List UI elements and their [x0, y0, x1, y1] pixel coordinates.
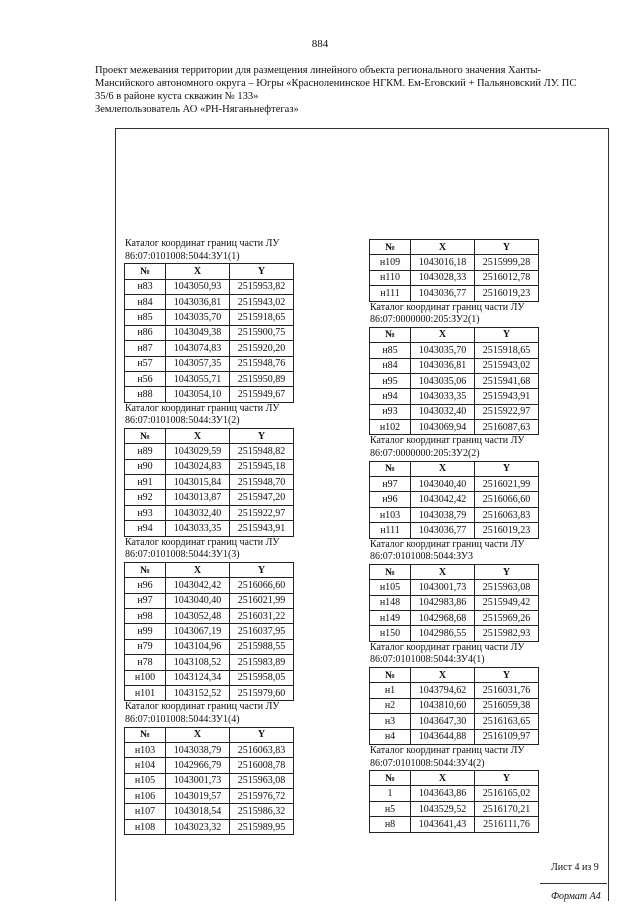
catalog-caption: Каталог координат границ части ЛУ	[125, 701, 280, 713]
x-coordinate-cell: 1043001,73	[166, 773, 230, 788]
x-coordinate-cell: 1043001,73	[411, 580, 475, 595]
table-row	[370, 698, 539, 713]
point-id-cell: н108	[125, 819, 166, 834]
table-row	[125, 578, 294, 593]
header-line-3: 35/6 в районе куста скважин № 133»	[95, 91, 259, 102]
x-coordinate-cell: 1043028,33	[411, 270, 475, 285]
y-coordinate-cell: 2515953,82	[230, 279, 294, 294]
y-coordinate-cell: 2516063,83	[475, 507, 539, 522]
point-id-cell: н101	[125, 685, 166, 700]
y-coordinate-cell: 2516063,83	[230, 742, 294, 757]
point-id-cell: н107	[125, 804, 166, 819]
column-header-x: X	[166, 727, 230, 742]
point-id-cell: н148	[370, 595, 411, 610]
table-row	[125, 356, 294, 371]
table-row	[125, 475, 294, 490]
table-header-row	[370, 564, 539, 579]
point-id-cell: н103	[370, 507, 411, 522]
y-coordinate-cell: 2516037,95	[230, 624, 294, 639]
point-id-cell: н110	[370, 270, 411, 285]
column-header-y: Y	[475, 667, 539, 682]
y-coordinate-cell: 2516087,63	[475, 420, 539, 435]
coordinate-catalog	[123, 537, 355, 702]
coordinate-catalog	[368, 302, 598, 436]
point-id-cell: н89	[125, 444, 166, 459]
table-row	[125, 624, 294, 639]
y-coordinate-cell: 2515949,67	[230, 387, 294, 402]
point-id-cell: н94	[125, 521, 166, 536]
coordinate-table	[369, 667, 539, 745]
header-line-4: Землепользователь АО «РН-Няганьнефтегаз»	[95, 104, 299, 115]
column-header-y: Y	[230, 727, 294, 742]
table-row	[125, 279, 294, 294]
table-row	[370, 683, 539, 698]
column-header-x: X	[411, 240, 475, 255]
y-coordinate-cell: 2515948,76	[230, 356, 294, 371]
coordinate-catalog	[123, 238, 355, 403]
y-coordinate-cell: 2515999,28	[475, 255, 539, 270]
table-row	[125, 310, 294, 325]
column-header-x: X	[166, 428, 230, 443]
table-row	[370, 714, 539, 729]
table-header-row	[370, 771, 539, 786]
column-header-y: Y	[475, 564, 539, 579]
table-row	[370, 626, 539, 641]
column-header-y: Y	[230, 264, 294, 279]
point-id-cell: н83	[125, 279, 166, 294]
x-coordinate-cell: 1042986,55	[411, 626, 475, 641]
table-row	[125, 670, 294, 685]
right-column	[368, 239, 598, 833]
y-coordinate-cell: 2516021,99	[475, 477, 539, 492]
point-id-cell: н92	[125, 490, 166, 505]
point-id-cell: н88	[125, 387, 166, 402]
table-row	[370, 477, 539, 492]
catalog-caption: Каталог координат границ части ЛУ	[370, 641, 525, 653]
column-header-x: X	[411, 771, 475, 786]
x-coordinate-cell: 1043641,43	[411, 817, 475, 832]
y-coordinate-cell: 2516031,22	[230, 608, 294, 623]
y-coordinate-cell: 2516111,76	[475, 817, 539, 832]
table-row	[125, 459, 294, 474]
point-id-cell: н100	[125, 670, 166, 685]
table-row	[125, 758, 294, 773]
point-id-cell: н87	[125, 341, 166, 356]
header-line-2: Мансийского автономного округа – Югры «Красноленинское НГКМ. Ем-Еговский + Пальяновский ЛУ. ПС	[95, 78, 577, 89]
table-row	[370, 270, 539, 285]
table-row	[370, 523, 539, 538]
x-coordinate-cell: 1042968,68	[411, 610, 475, 625]
x-coordinate-cell: 1043023,32	[166, 819, 230, 834]
y-coordinate-cell: 2515958,05	[230, 670, 294, 685]
x-coordinate-cell: 1043054,10	[166, 387, 230, 402]
coordinate-catalog	[368, 642, 598, 745]
y-coordinate-cell: 2515918,65	[230, 310, 294, 325]
x-coordinate-cell: 1043038,79	[166, 742, 230, 757]
y-coordinate-cell: 2516066,60	[475, 492, 539, 507]
y-coordinate-cell: 2516012,78	[475, 270, 539, 285]
column-header-n: №	[370, 240, 411, 255]
x-coordinate-cell: 1043152,52	[166, 685, 230, 700]
y-coordinate-cell: 2515943,02	[230, 294, 294, 309]
table-row	[370, 255, 539, 270]
table-header-row	[125, 727, 294, 742]
column-header-n: №	[125, 428, 166, 443]
x-coordinate-cell: 1043024,83	[166, 459, 230, 474]
point-id-cell: н104	[125, 758, 166, 773]
point-id-cell: н96	[125, 578, 166, 593]
table-row	[125, 521, 294, 536]
table-row	[370, 492, 539, 507]
table-row	[125, 773, 294, 788]
footer-divider	[540, 883, 607, 884]
y-coordinate-cell: 2515943,91	[475, 389, 539, 404]
x-coordinate-cell: 1043067,19	[166, 624, 230, 639]
point-id-cell: н95	[370, 373, 411, 388]
x-coordinate-cell: 1043057,35	[166, 356, 230, 371]
point-id-cell: н94	[370, 389, 411, 404]
table-row	[125, 804, 294, 819]
x-coordinate-cell: 1043794,62	[411, 683, 475, 698]
column-header-x: X	[166, 264, 230, 279]
column-header-y: Y	[475, 771, 539, 786]
table-row	[125, 655, 294, 670]
point-id-cell: н93	[370, 404, 411, 419]
point-id-cell: н96	[370, 492, 411, 507]
column-header-n: №	[370, 564, 411, 579]
table-header-row	[125, 562, 294, 577]
column-header-n: №	[125, 562, 166, 577]
x-coordinate-cell: 1043035,70	[166, 310, 230, 325]
sheet-number: Лист 4 из 9	[551, 862, 599, 873]
x-coordinate-cell: 1043032,40	[411, 404, 475, 419]
point-id-cell: н111	[370, 523, 411, 538]
x-coordinate-cell: 1043049,38	[166, 325, 230, 340]
coordinate-catalog	[368, 745, 598, 833]
point-id-cell: н98	[125, 608, 166, 623]
y-coordinate-cell: 2516163,65	[475, 714, 539, 729]
point-id-cell: н91	[125, 475, 166, 490]
table-row	[125, 639, 294, 654]
table-header-row	[125, 264, 294, 279]
table-row	[125, 685, 294, 700]
y-coordinate-cell: 2515950,89	[230, 371, 294, 386]
y-coordinate-cell: 2515963,08	[230, 773, 294, 788]
catalog-cadastral-number: 86:07:0101008:5044:ЗУ4(1)	[370, 654, 485, 666]
x-coordinate-cell: 1043810,60	[411, 698, 475, 713]
y-coordinate-cell: 2516170,21	[475, 801, 539, 816]
header-line-1: Проект межевания территории для размещения линейного объекта регионального значения Ханты-	[95, 65, 542, 76]
point-id-cell: н84	[125, 294, 166, 309]
catalog-cadastral-number: 86:07:0101008:5044:ЗУ1(3)	[125, 549, 240, 561]
table-row	[125, 294, 294, 309]
x-coordinate-cell: 1043036,81	[411, 358, 475, 373]
coordinate-table	[124, 428, 294, 537]
x-coordinate-cell: 1043032,40	[166, 505, 230, 520]
coordinate-table	[369, 461, 539, 539]
y-coordinate-cell: 2515943,91	[230, 521, 294, 536]
y-coordinate-cell: 2516008,78	[230, 758, 294, 773]
x-coordinate-cell: 1043069,94	[411, 420, 475, 435]
y-coordinate-cell: 2515979,60	[230, 685, 294, 700]
point-id-cell: н57	[125, 356, 166, 371]
point-id-cell: н105	[125, 773, 166, 788]
left-column	[123, 238, 355, 835]
point-id-cell: н79	[125, 639, 166, 654]
x-coordinate-cell: 1043040,40	[166, 593, 230, 608]
table-row	[370, 389, 539, 404]
table-header-row	[370, 667, 539, 682]
coordinate-catalog	[123, 701, 355, 835]
y-coordinate-cell: 2515986,32	[230, 804, 294, 819]
column-header-n: №	[125, 264, 166, 279]
column-header-n: №	[370, 667, 411, 682]
coordinate-table	[124, 727, 294, 836]
table-row	[370, 786, 539, 801]
x-coordinate-cell: 1043040,40	[411, 477, 475, 492]
table-row	[370, 610, 539, 625]
catalog-cadastral-number: 86:07:0101008:5044:ЗУ1(1)	[125, 250, 240, 262]
point-id-cell: н86	[125, 325, 166, 340]
point-id-cell: н149	[370, 610, 411, 625]
x-coordinate-cell: 1043647,30	[411, 714, 475, 729]
y-coordinate-cell: 2516021,99	[230, 593, 294, 608]
table-row	[125, 325, 294, 340]
x-coordinate-cell: 1043042,42	[411, 492, 475, 507]
x-coordinate-cell: 1043013,87	[166, 490, 230, 505]
table-row	[125, 742, 294, 757]
table-header-row	[370, 461, 539, 476]
coordinate-table	[369, 239, 539, 302]
table-row	[370, 801, 539, 816]
coordinate-table	[369, 564, 539, 642]
y-coordinate-cell: 2515982,93	[475, 626, 539, 641]
point-id-cell: н56	[125, 371, 166, 386]
y-coordinate-cell: 2515900,75	[230, 325, 294, 340]
table-row	[370, 343, 539, 358]
column-header-y: Y	[475, 461, 539, 476]
x-coordinate-cell: 1043035,06	[411, 373, 475, 388]
x-coordinate-cell: 1043036,77	[411, 523, 475, 538]
coordinate-catalog	[123, 403, 355, 537]
column-header-x: X	[411, 327, 475, 342]
column-header-x: X	[411, 461, 475, 476]
x-coordinate-cell: 1043036,81	[166, 294, 230, 309]
point-id-cell: н105	[370, 580, 411, 595]
y-coordinate-cell: 2515922,97	[230, 505, 294, 520]
y-coordinate-cell: 2516019,23	[475, 523, 539, 538]
column-header-y: Y	[475, 327, 539, 342]
column-header-x: X	[411, 564, 475, 579]
y-coordinate-cell: 2515949,42	[475, 595, 539, 610]
table-row	[125, 341, 294, 356]
point-id-cell: н1	[370, 683, 411, 698]
x-coordinate-cell: 1043124,34	[166, 670, 230, 685]
point-id-cell: н4	[370, 729, 411, 744]
column-header-n: №	[125, 727, 166, 742]
point-id-cell: н103	[125, 742, 166, 757]
y-coordinate-cell: 2515943,02	[475, 358, 539, 373]
y-coordinate-cell: 2516066,60	[230, 578, 294, 593]
x-coordinate-cell: 1043038,79	[411, 507, 475, 522]
point-id-cell: н97	[370, 477, 411, 492]
table-row	[370, 595, 539, 610]
coordinate-table	[124, 263, 294, 403]
paper-format: Формат А4	[551, 891, 601, 902]
y-coordinate-cell: 2516165,02	[475, 786, 539, 801]
catalog-cadastral-number: 86:07:0000000:205:ЗУ2(2)	[370, 448, 480, 460]
y-coordinate-cell: 2515948,82	[230, 444, 294, 459]
y-coordinate-cell: 2515989,95	[230, 819, 294, 834]
column-header-n: №	[370, 771, 411, 786]
point-id-cell: н150	[370, 626, 411, 641]
column-header-y: Y	[230, 428, 294, 443]
coordinate-catalog	[368, 435, 598, 538]
catalog-cadastral-number: 86:07:0101008:5044:ЗУ1(4)	[125, 713, 240, 725]
x-coordinate-cell: 1043042,42	[166, 578, 230, 593]
point-id-cell: н93	[125, 505, 166, 520]
y-coordinate-cell: 2515918,65	[475, 343, 539, 358]
x-coordinate-cell: 1043016,18	[411, 255, 475, 270]
y-coordinate-cell: 2515983,89	[230, 655, 294, 670]
table-row	[125, 819, 294, 834]
coordinate-table	[369, 327, 539, 436]
point-id-cell: н106	[125, 789, 166, 804]
point-id-cell: н102	[370, 420, 411, 435]
catalog-caption: Каталог координат границ части ЛУ	[370, 744, 525, 756]
page-number: 884	[311, 38, 329, 50]
x-coordinate-cell: 1043019,57	[166, 789, 230, 804]
coordinate-catalog	[368, 239, 598, 302]
column-header-x: X	[166, 562, 230, 577]
catalog-caption: Каталог координат границ части ЛУ	[370, 435, 525, 447]
table-row	[370, 507, 539, 522]
x-coordinate-cell: 1042983,86	[411, 595, 475, 610]
table-row	[370, 286, 539, 301]
table-row	[370, 420, 539, 435]
table-header-row	[125, 428, 294, 443]
point-id-cell: н90	[125, 459, 166, 474]
catalog-caption: Каталог координат границ части ЛУ	[125, 402, 280, 414]
point-id-cell: н111	[370, 286, 411, 301]
catalog-cadastral-number: 86:07:0101008:5044:ЗУ3	[370, 551, 473, 563]
table-row	[125, 593, 294, 608]
x-coordinate-cell: 1043035,70	[411, 343, 475, 358]
table-row	[370, 729, 539, 744]
y-coordinate-cell: 2516019,23	[475, 286, 539, 301]
document-header	[95, 64, 615, 116]
table-row	[125, 490, 294, 505]
x-coordinate-cell: 1043529,52	[411, 801, 475, 816]
column-header-n: №	[370, 461, 411, 476]
y-coordinate-cell: 2516109,97	[475, 729, 539, 744]
x-coordinate-cell: 1043055,71	[166, 371, 230, 386]
table-header-row	[370, 327, 539, 342]
point-id-cell: н78	[125, 655, 166, 670]
table-row	[370, 580, 539, 595]
point-id-cell: н85	[370, 343, 411, 358]
table-row	[370, 358, 539, 373]
y-coordinate-cell: 2515941,68	[475, 373, 539, 388]
catalog-cadastral-number: 86:07:0101008:5044:ЗУ4(2)	[370, 757, 485, 769]
table-row	[125, 444, 294, 459]
coordinate-catalog	[368, 539, 598, 642]
x-coordinate-cell: 1043108,52	[166, 655, 230, 670]
y-coordinate-cell: 2515945,18	[230, 459, 294, 474]
y-coordinate-cell: 2515947,20	[230, 490, 294, 505]
column-header-y: Y	[230, 562, 294, 577]
catalog-cadastral-number: 86:07:0101008:5044:ЗУ1(2)	[125, 415, 240, 427]
y-coordinate-cell: 2516059,38	[475, 698, 539, 713]
x-coordinate-cell: 1043033,35	[411, 389, 475, 404]
table-row	[370, 373, 539, 388]
x-coordinate-cell: 1043643,86	[411, 786, 475, 801]
catalog-caption: Каталог координат границ части ЛУ	[370, 538, 525, 550]
point-id-cell: н99	[125, 624, 166, 639]
x-coordinate-cell: 1043029,59	[166, 444, 230, 459]
catalog-caption: Каталог координат границ части ЛУ	[125, 536, 280, 548]
x-coordinate-cell: 1043018,54	[166, 804, 230, 819]
point-id-cell: н8	[370, 817, 411, 832]
coordinate-table	[124, 562, 294, 702]
x-coordinate-cell: 1043074,83	[166, 341, 230, 356]
table-row	[370, 404, 539, 419]
coordinate-table	[369, 770, 539, 833]
x-coordinate-cell: 1043644,88	[411, 729, 475, 744]
catalog-cadastral-number: 86:07:0000000:205:ЗУ2(1)	[370, 314, 480, 326]
table-row	[125, 789, 294, 804]
point-id-cell: н3	[370, 714, 411, 729]
table-row	[125, 387, 294, 402]
column-header-x: X	[411, 667, 475, 682]
x-coordinate-cell: 1043033,35	[166, 521, 230, 536]
y-coordinate-cell: 2515922,97	[475, 404, 539, 419]
table-row	[370, 817, 539, 832]
y-coordinate-cell: 2515988,55	[230, 639, 294, 654]
y-coordinate-cell: 2515976,72	[230, 789, 294, 804]
catalog-caption: Каталог координат границ части ЛУ	[125, 238, 280, 249]
y-coordinate-cell: 2516031,76	[475, 683, 539, 698]
table-row	[125, 371, 294, 386]
column-header-y: Y	[475, 240, 539, 255]
y-coordinate-cell: 2515969,26	[475, 610, 539, 625]
point-id-cell: н85	[125, 310, 166, 325]
table-row	[125, 608, 294, 623]
point-id-cell: н84	[370, 358, 411, 373]
x-coordinate-cell: 1043015,84	[166, 475, 230, 490]
catalog-caption: Каталог координат границ части ЛУ	[370, 301, 525, 313]
x-coordinate-cell: 1043050,93	[166, 279, 230, 294]
x-coordinate-cell: 1042966,79	[166, 758, 230, 773]
x-coordinate-cell: 1043104,96	[166, 639, 230, 654]
point-id-cell: 1	[370, 786, 411, 801]
table-row	[125, 505, 294, 520]
y-coordinate-cell: 2515948,70	[230, 475, 294, 490]
point-id-cell: н97	[125, 593, 166, 608]
table-header-row	[370, 240, 539, 255]
y-coordinate-cell: 2515963,08	[475, 580, 539, 595]
column-header-n: №	[370, 327, 411, 342]
x-coordinate-cell: 1043036,77	[411, 286, 475, 301]
point-id-cell: н5	[370, 801, 411, 816]
y-coordinate-cell: 2515920,20	[230, 341, 294, 356]
point-id-cell: н2	[370, 698, 411, 713]
point-id-cell: н109	[370, 255, 411, 270]
x-coordinate-cell: 1043052,48	[166, 608, 230, 623]
